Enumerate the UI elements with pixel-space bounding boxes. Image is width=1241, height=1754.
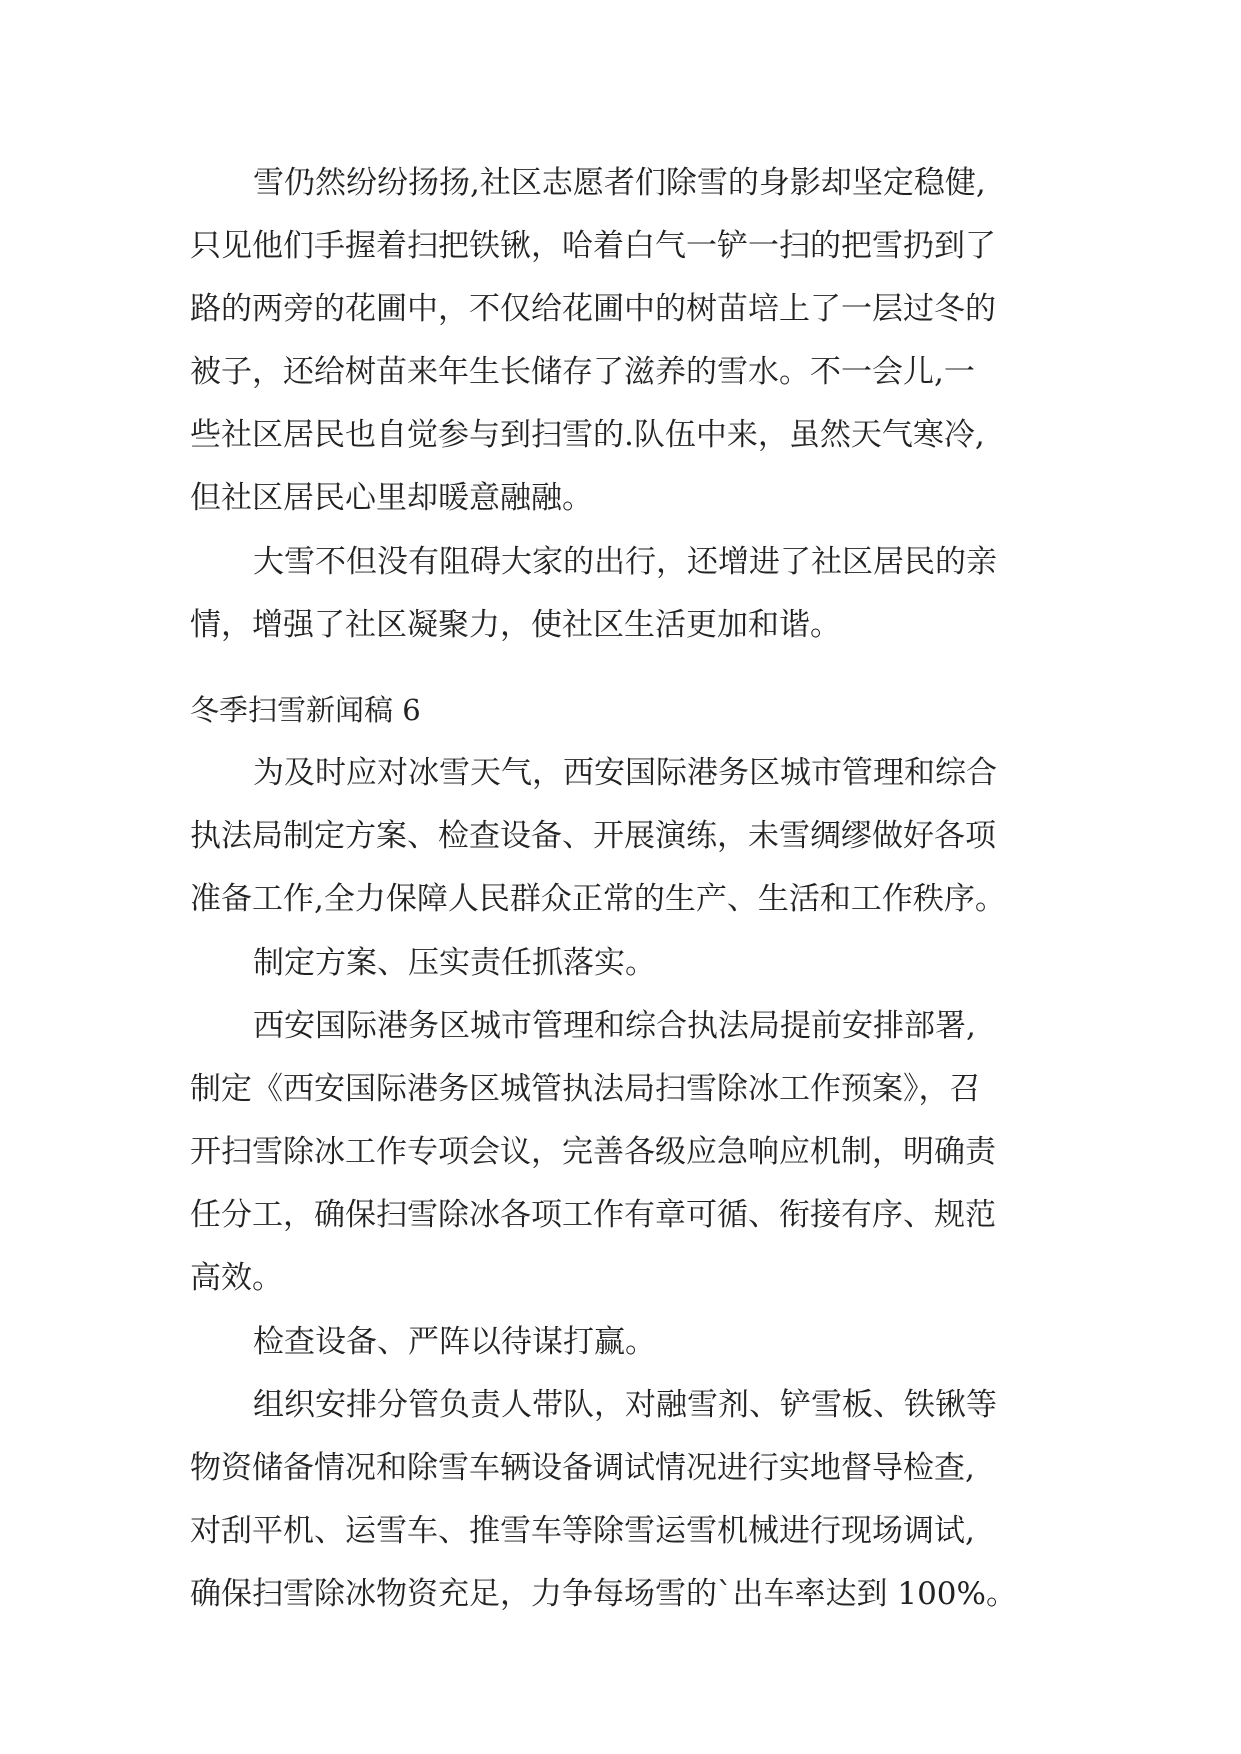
text-line: 但社区居民心里却暖意融融。: [190, 480, 593, 516]
text-line: 大雪不但没有阻碍大家的出行，还增进了社区居民的亲: [253, 544, 997, 580]
text-line: 组织安排分管负责人带队，对融雪剂、铲雪板、铁锹等: [253, 1387, 997, 1423]
text-line: 任分工，确保扫雪除冰各项工作有章可循、衔接有序、规范: [190, 1197, 996, 1233]
text-line: 制定方案、压实责任抓落实。: [253, 945, 656, 981]
text-line: 些社区居民也自觉参与到扫雪的.队伍中来，虽然天气寒冷,: [190, 417, 985, 453]
text-line: 制定《西安国际港务区城管执法局扫雪除冰工作预案》，召: [190, 1071, 981, 1107]
text-line: 对刮平机、运雪车、推雪车等除雪运雪机械进行现场调试,: [190, 1513, 975, 1549]
text-line: 高效。: [190, 1260, 283, 1296]
text-line: 西安国际港务区城市管理和综合执法局提前安排部署,: [253, 1008, 976, 1044]
text-line: 雪仍然纷纷扬扬,社区志愿者们除雪的身影却坚定稳健,: [253, 165, 986, 201]
text-line: 开扫雪除冰工作专项会议，完善各级应急响应机制，明确责: [190, 1134, 996, 1170]
text-line: 执法局制定方案、检查设备、开展演练，未雪绸缪做好各项: [190, 818, 996, 854]
text-line: 检查设备、严阵以待谋打赢。: [253, 1324, 656, 1360]
text-line: 被子，还给树苗来年生长储存了滋养的雪水。不一会儿,一: [190, 354, 975, 390]
text-line: 为及时应对冰雪天气，西安国际港务区城市管理和综合: [253, 755, 997, 791]
section-heading: 冬季扫雪新闻稿 6: [190, 693, 421, 727]
text-line: 只见他们手握着扫把铁锹，哈着白气一铲一扫的把雪扔到了: [190, 228, 996, 264]
text-line: 准备工作,全力保障人民群众正常的生产、生活和工作秩序。: [190, 881, 1006, 917]
text-line: 路的两旁的花圃中，不仅给花圃中的树苗培上了一层过冬的: [190, 291, 996, 327]
text-line: 情，增强了社区凝聚力，使社区生活更加和谐。: [190, 607, 841, 643]
text-line: 物资储备情况和除雪车辆设备调试情况进行实地督导检查,: [190, 1450, 975, 1486]
text-line: 确保扫雪除冰物资充足，力争每场雪的`出车率达到 100%。: [190, 1576, 1017, 1612]
